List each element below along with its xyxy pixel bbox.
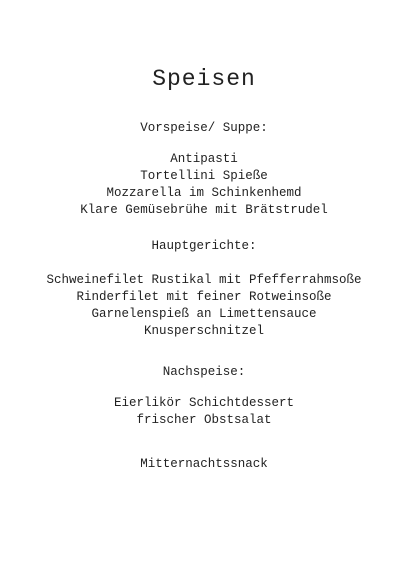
- section-heading-midnight-snack: Mitternachtssnack: [140, 457, 268, 471]
- menu-item: Rinderfilet mit feiner Rotweinsoße: [76, 290, 332, 304]
- section-heading-mains: Hauptgerichte:: [151, 239, 257, 253]
- section-heading-desserts: Nachspeise:: [162, 365, 246, 379]
- menu-item: Garnelenspieß an Limettensauce: [91, 307, 317, 321]
- menu-item: Klare Gemüsebrühe mit Brätstrudel: [80, 203, 328, 217]
- mains-list: [0, 272, 408, 340]
- menu-title: Speisen: [152, 66, 256, 92]
- menu-item: Eierlikör Schichtdessert: [113, 396, 295, 410]
- section-heading-starters: Vorspeise/ Suppe:: [140, 121, 268, 135]
- starters-list: [0, 151, 408, 219]
- menu-item: Tortellini Spieße: [140, 169, 268, 183]
- desserts-list: [0, 395, 408, 429]
- menu-item: Mozzarella im Schinkenhemd: [106, 186, 302, 200]
- menu-item: Schweinefilet Rustikal mit Pfefferrahmsoße: [46, 273, 362, 287]
- menu-item: Knusperschnitzel: [143, 324, 265, 338]
- menu-item: frischer Obstsalat: [136, 413, 272, 427]
- menu-item: Antipasti: [170, 152, 238, 166]
